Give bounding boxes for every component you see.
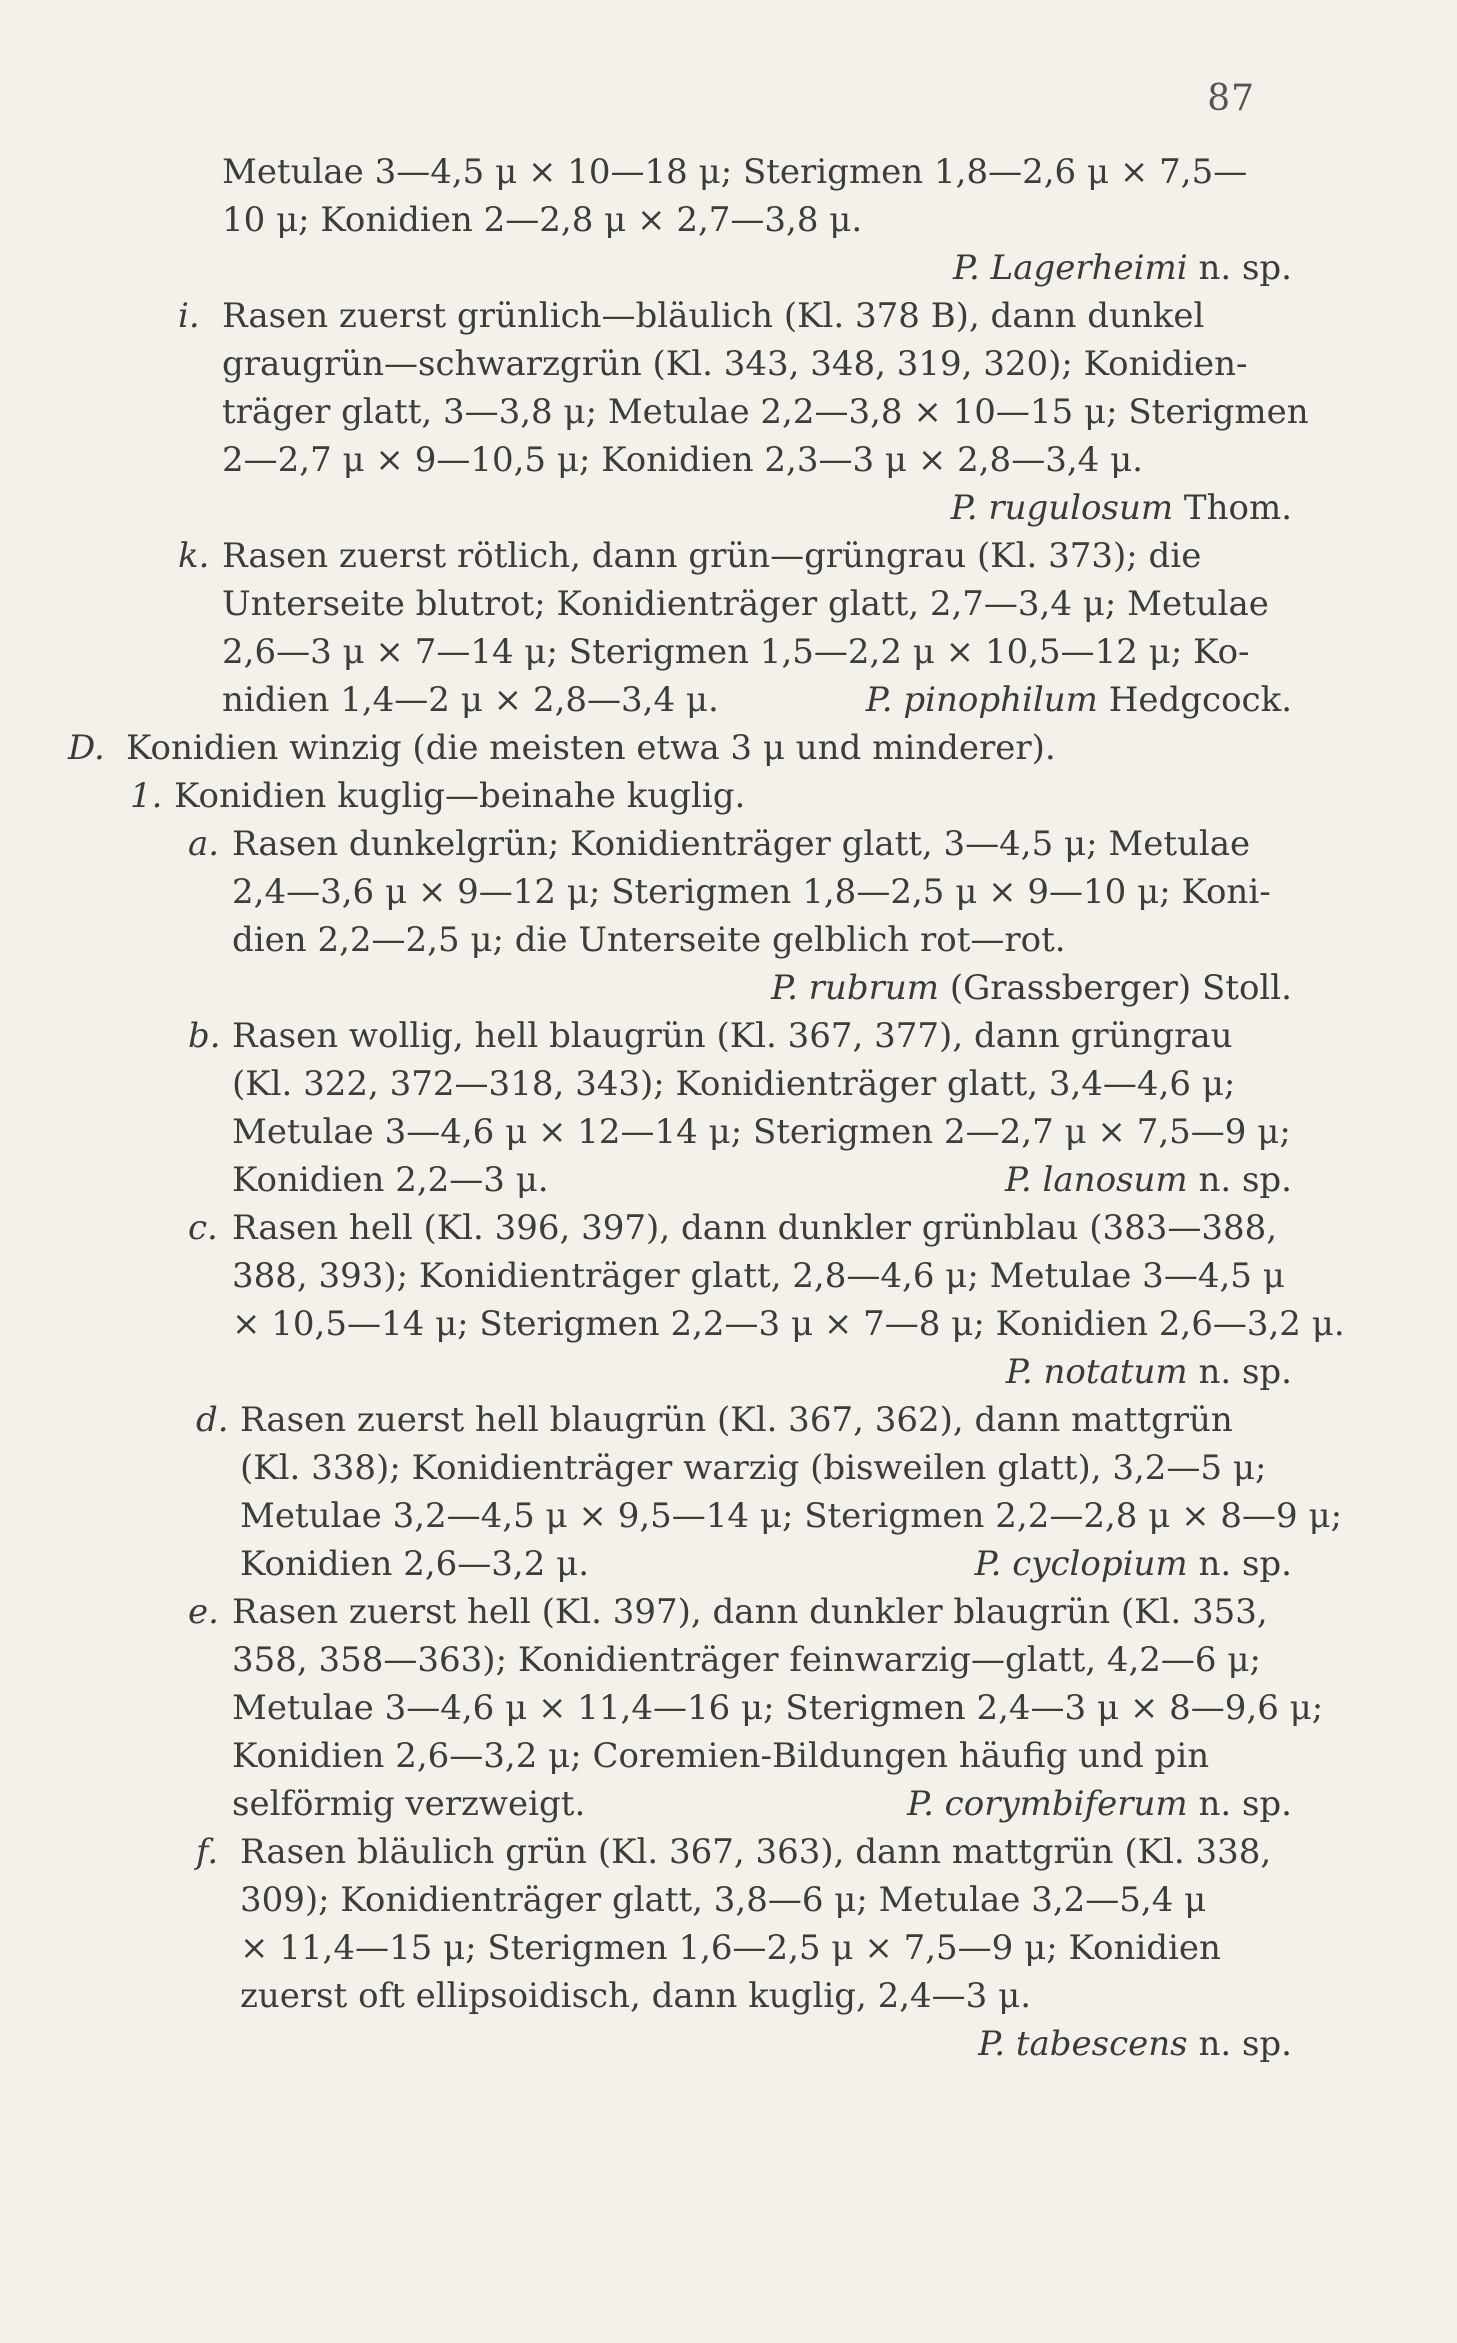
entry-line: Metulae 3—4,6 μ × 11,4—16 μ; Sterigmen 2,4—3 μ × 8—9,6 μ; (232, 1688, 1324, 1728)
entry-label: i. (178, 296, 200, 336)
entry-k (178, 534, 1292, 726)
entry-text: Rasen dunkelgrün; Konidienträger glatt, 3—4,5 μ; Metulae (232, 824, 1251, 864)
entry-line: Metulae 3—4,5 μ × 10—18 μ; Sterigmen 1,8—2,6 μ × 7,5— (222, 152, 1248, 192)
entry-line: 388, 393); Konidienträger glatt, 2,8—4,6 μ; Metulae 3—4,5 μ (232, 1256, 1285, 1296)
species-author: n. sp. (1198, 248, 1292, 288)
entry-line: Metulae 3—4,6 μ × 12—14 μ; Sterigmen 2—2,7 μ × 7,5—9 μ; (232, 1112, 1291, 1152)
entry-d (196, 1398, 1343, 1590)
entry-label: c. (188, 1208, 218, 1248)
page-number: 87 (1207, 78, 1255, 119)
entry-line (188, 1014, 1233, 1058)
species-name-line (953, 246, 1292, 290)
entry-line: (Kl. 322, 372—318, 343); Konidienträger glatt, 3,4—4,6 μ; (232, 1064, 1236, 1104)
species-name: P. cyclopium (974, 1544, 1188, 1584)
entry-line: 2,4—3,6 μ × 9—12 μ; Sterigmen 1,8—2,5 μ × 9—10 μ; Koni- (232, 872, 1271, 912)
species-name: P. Lagerheimi (953, 248, 1188, 288)
species-author: Hedgcock. (1108, 680, 1292, 720)
entry-line (68, 726, 1056, 770)
entry-text: Rasen wollig, hell blaugrün (Kl. 367, 377), dann grüngrau (232, 1016, 1233, 1056)
entry-line: dien 2,2—2,5 μ; die Unterseite gelblich rot—rot. (232, 920, 1066, 960)
entry-line: × 10,5—14 μ; Sterigmen 2,2—3 μ × 7—8 μ; Konidien 2,6—3,2 μ. (232, 1304, 1345, 1344)
entry-line: Unterseite blutrot; Konidienträger glatt, 2,7—3,4 μ; Metulae (222, 584, 1269, 624)
species-author: (Grassberger) Stoll. (949, 968, 1292, 1008)
entry-text: Konidien kuglig—beinahe kuglig. (174, 776, 746, 816)
entry-label: d. (196, 1400, 229, 1440)
entry-line: Konidien 2,6—3,2 μ; Coremien-Bildungen häufig und pin (232, 1736, 1210, 1776)
entry-text: Rasen zuerst hell blaugrün (Kl. 367, 362), dann mattgrün (240, 1400, 1233, 1440)
entry-label: 1. (130, 776, 163, 816)
species-name: P. rubrum (771, 968, 939, 1008)
entry-a (188, 822, 1292, 1014)
species-author: n. sp. (1198, 1544, 1292, 1584)
entry-line: × 11,4—15 μ; Sterigmen 1,6—2,5 μ × 7,5—9 μ; Konidien (240, 1928, 1221, 1968)
species-name-line (907, 1782, 1292, 1826)
entry-label: e. (188, 1592, 219, 1632)
species-name: P. lanosum (1004, 1160, 1188, 1200)
species-author: n. sp. (1198, 1160, 1292, 1200)
entry-line (196, 1398, 1233, 1442)
entry-line: 2,6—3 μ × 7—14 μ; Sterigmen 1,5—2,2 μ × 10,5—12 μ; Ko- (222, 632, 1250, 672)
species-author: n. sp. (1198, 2024, 1292, 2064)
entry-line (188, 822, 1250, 866)
entry-line: 10 μ; Konidien 2—2,8 μ × 2,7—3,8 μ. (222, 200, 863, 240)
species-author: n. sp. (1198, 1352, 1292, 1392)
entry-label: b. (188, 1016, 221, 1056)
species-name: P. tabescens (978, 2024, 1188, 2064)
entry-line: träger glatt, 3—3,8 μ; Metulae 2,2—3,8 × 10—15 μ; Sterigmen (222, 392, 1309, 432)
entry-b (188, 1014, 1292, 1206)
entry-text: Rasen bläulich grün (Kl. 367, 363), dann mattgrün (Kl. 338, (240, 1832, 1272, 1872)
species-name-line (866, 678, 1292, 722)
entry-line: 2—2,7 μ × 9—10,5 μ; Konidien 2,3—3 μ × 2,8—3,4 μ. (222, 440, 1143, 480)
species-name-line (1005, 1158, 1292, 1202)
entry-label: f. (196, 1832, 219, 1872)
entry-c (188, 1206, 1345, 1398)
entry-line (178, 294, 1204, 338)
species-name: P. notatum (1005, 1352, 1188, 1392)
entry-line: Konidien 2,6—3,2 μ. (240, 1544, 590, 1584)
species-name: P. corymbiferum (907, 1784, 1188, 1824)
species-author: n. sp. (1198, 1784, 1292, 1824)
entry-text: Konidien winzig (die meisten etwa 3 μ und minderer). (126, 728, 1056, 768)
entry-label: D. (68, 728, 105, 768)
entry-text: Rasen zuerst hell (Kl. 397), dann dunkler blaugrün (Kl. 353, (232, 1592, 1268, 1632)
entry-line (188, 1590, 1268, 1634)
species-author: Thom. (1183, 488, 1292, 528)
species-name-line (951, 486, 1292, 530)
entry-line: 358, 358—363); Konidienträger feinwarzig—glatt, 4,2—6 μ; (232, 1640, 1261, 1680)
entry-line: graugrün—schwarzgrün (Kl. 343, 348, 319, 320); Konidien- (222, 344, 1248, 384)
species-name-line (1006, 1350, 1292, 1394)
entry-line (196, 1830, 1271, 1874)
entry-label: k. (178, 536, 210, 576)
entry-e (188, 1590, 1324, 1830)
entry-text: Rasen zuerst grünlich—bläulich (Kl. 378 B), dann dunkel (222, 296, 1205, 336)
entry-line: Konidien 2,2—3 μ. (232, 1160, 549, 1200)
entry-line (178, 534, 1201, 578)
entry-line: (Kl. 338); Konidienträger warzig (bisweilen glatt), 3,2—5 μ; (240, 1448, 1267, 1488)
species-name-line (771, 966, 1292, 1010)
species-name: P. pinophilum (865, 680, 1098, 720)
entry-line (188, 1206, 1277, 1250)
species-name-line (978, 2022, 1292, 2066)
entry-line: zuerst oft ellipsoidisch, dann kuglig, 2,4—3 μ. (240, 1976, 1032, 2016)
entry-line (130, 774, 745, 818)
entry-lagerheimi-tail (222, 150, 1292, 290)
entry-text: Rasen hell (Kl. 396, 397), dann dunkler grünblau (383—388, (232, 1208, 1278, 1248)
species-name: P. rugulosum (950, 488, 1174, 528)
entry-label: a. (188, 824, 220, 864)
entry-D (68, 726, 1292, 774)
entry-1 (130, 774, 1292, 822)
entry-i (178, 294, 1309, 534)
entry-line: Metulae 3,2—4,5 μ × 9,5—14 μ; Sterigmen 2,2—2,8 μ × 8—9 μ; (240, 1496, 1343, 1536)
entry-line: 309); Konidienträger glatt, 3,8—6 μ; Metulae 3,2—5,4 μ (240, 1880, 1207, 1920)
entry-line: selförmig verzweigt. (232, 1784, 586, 1824)
entry-text: Rasen zuerst rötlich, dann grün—grüngrau (Kl. 373); die (222, 536, 1202, 576)
entry-line: nidien 1,4—2 μ × 2,8—3,4 μ. (222, 680, 719, 720)
species-name-line (975, 1542, 1292, 1586)
entry-f (196, 1830, 1292, 2070)
